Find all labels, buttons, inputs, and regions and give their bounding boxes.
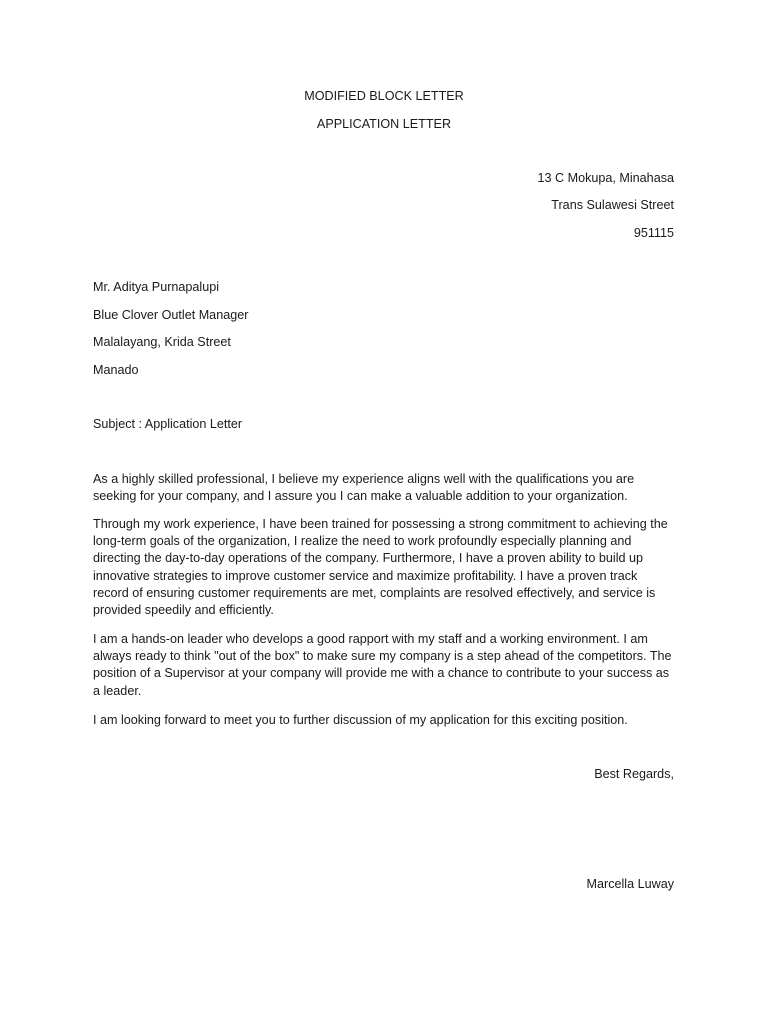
recipient-title: Blue Clover Outlet Manager [93,308,249,322]
closing-salutation: Best Regards, [594,767,674,781]
recipient-street: Malalayang, Krida Street [93,335,231,349]
sender-address-line-1: 13 C Mokupa, Minahasa [537,171,674,185]
sender-postal-code: 951115 [633,226,674,240]
letter-heading: MODIFIED BLOCK LETTER [304,89,464,103]
signature-name: Marcella Luway [586,877,674,891]
body-paragraph-1: As a highly skilled professional, I believe my experience aligns well with the qualifications you are seeking for your company, and I assure you I can make a valuable addition to your organization. [93,472,635,504]
recipient-city: Manado [93,363,139,377]
recipient-name: Mr. Aditya Purnapalupi [93,280,220,294]
letter-subject: Subject : Application Letter [93,417,243,431]
sender-address-line-2: Trans Sulawesi Street [551,198,674,212]
body-paragraph-4: I am looking forward to meet you to further discussion of my application for this exciting position. [93,713,628,727]
body-paragraph-3: I am a hands-on leader who develops a good rapport with my staff and a working environment. I am always ready to think "out of the box" to make sure my company is a step ahead of the competitors. The position of a Supervisor at your company will provide me with a chance to contribute to your success as a leader. [93,632,672,698]
letter-subheading: APPLICATION LETTER [316,117,452,131]
body-paragraph-2: Through my work experience, I have been trained for possessing a strong commitment to achieving the long-term goals of the organization, I realize the need to work profoundly especially planning and directing the day-to-day operations of the company. Furthermore, I have a proven ability to build up innovative strategies to improve customer service and maximize profitability. I have a proven track record of ensuring customer requirements are met, complaints are resolved effectively, and service is provided speedily and efficiently. [93,517,668,618]
